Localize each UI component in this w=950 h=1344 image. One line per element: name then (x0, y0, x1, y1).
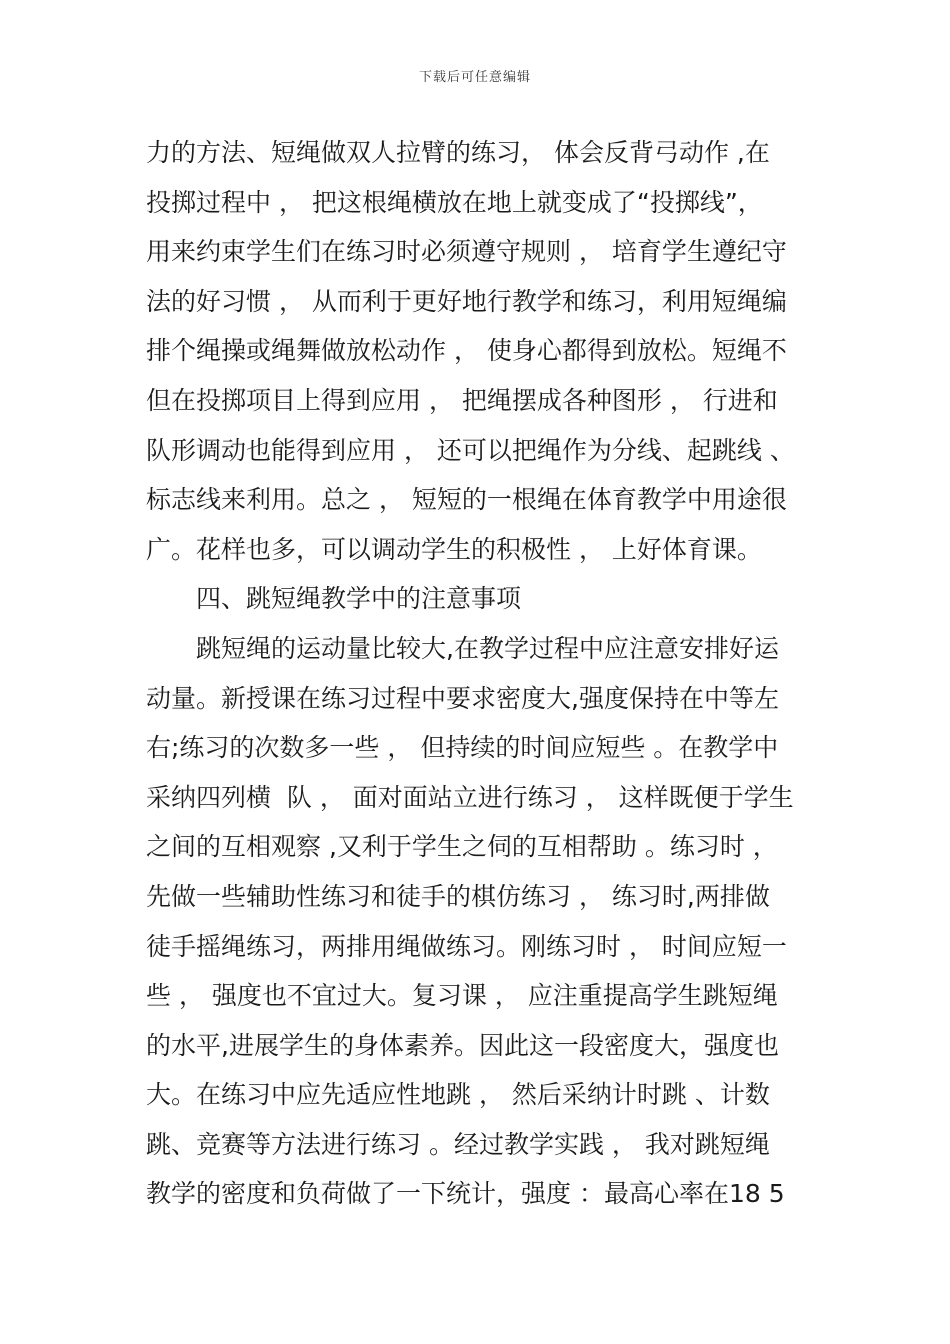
text-line: 但在投掷项目上得到应用 ， 把绳摆成各种图形 ， 行进和 (146, 385, 778, 415)
text-line: 右;练习的次数多一些 ， 但持续的时间应短些 。在教学中 (146, 733, 779, 763)
section-heading: 四、跳短绳教学中的注意事项 (196, 584, 522, 614)
text-line: 广。花样也多，可以调动学生的积极性 ， 上好体育课。 (146, 534, 762, 564)
text-line: 力的方法、短绳做双人拉臂的练习， 体会反背弓动作 ,在 (146, 138, 770, 167)
text-line: 动量。新授课在练习过程中要求密度大,强度保持在中等左 (146, 683, 779, 713)
text-line: 投掷过程中 ， 把这根绳横放在地上就变成了“投掷线”， (146, 187, 763, 217)
text-line: 跳、竞赛等方法进行练习 。经过教学实践 ， 我对跳短绳 (146, 1129, 770, 1159)
text-line: 先做一些辅助性练习和徒手的棋仿练习 ， 练习时,两排做 (146, 881, 770, 911)
text-line: 跳短绳的运动量比较大,在教学过程中应注意安排好运 (196, 633, 779, 663)
text-line: 徒手摇绳练习，两排用绳做练习。刚练习时 ， 时间应短一 (146, 931, 787, 961)
text-line: 的水平,进展学生的身体素养。因此这一段密度大，强度也 (146, 1030, 779, 1060)
text-line: 些 ， 强度也不宜过大。复习课 ， 应注重提高学生跳短绳 (146, 981, 778, 1011)
text-line: 教学的密度和负荷做了一下统计，强度 ：最高心率在18 5 (146, 1179, 785, 1209)
page-header-caption: 下载后可任意编辑 (418, 70, 531, 85)
text-line: 标志线来利用。总之 ， 短短的一根绳在体育教学中用途很 (146, 485, 787, 515)
text-line: 之间的互相观察 ,又利于学生之伺的互相帮助 。练习时 ， (146, 832, 778, 862)
text-line: 队形调动也能得到应用 ， 还可以把绳作为分线、起跳线 、 (146, 435, 795, 465)
text-line: 法的好习惯 ， 从而利于更好地行教学和练习，利用短绳编 (146, 286, 787, 316)
text-line: 用来约束学生们在练习时必须遵守规则 ， 培育学生遵纪守 (146, 237, 787, 267)
text-line: 采纳四列横 队 ， 面对面站立进行练习 ， 这样既便于学生 (146, 782, 794, 812)
text-line: 大。在练习中应先适应性地跳 ， 然后采纳计时跳 、计数 (146, 1080, 770, 1110)
body-text (146, 128, 826, 1219)
text-line: 排个绳操或绳舞做放松动作 ， 使身心都得到放松。短绳不 (146, 336, 787, 366)
